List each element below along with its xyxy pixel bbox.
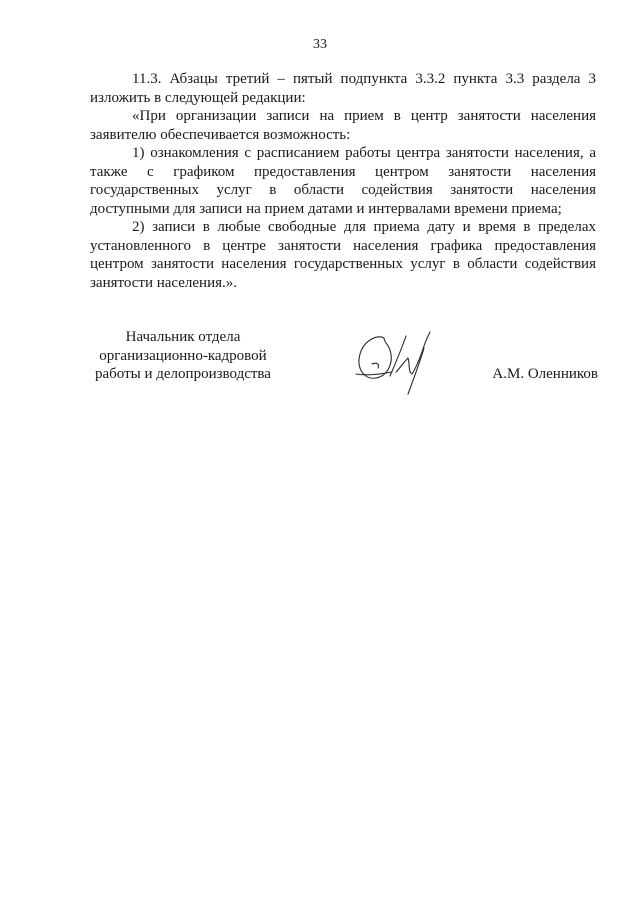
signer-position-line: организационно-кадровой xyxy=(99,347,267,364)
paragraph-quote-start: «При организации записи на прием в центр занятости населения заявителю обеспечивается возможность: xyxy=(90,108,596,143)
signer-position xyxy=(78,328,288,384)
paragraph-amendment-intro: 11.3. Абзацы третий – пятый подпункта 3.3.2 пункта 3.3 раздела 3 изложить в следующей редакции: xyxy=(90,71,596,106)
paragraph-item-2: 2) записи в любые свободные для приема дату и время в пределах установленного в центре занятости населения графика предоставления центром занятости населения государственных услуг в области содействия занятости населения.». xyxy=(90,219,596,291)
signer-position-line: работы и делопроизводства xyxy=(95,366,271,382)
document-body xyxy=(90,70,596,292)
page-number: 33 xyxy=(313,37,327,52)
signature-block xyxy=(78,328,598,408)
signer-position-line: Начальник отдела xyxy=(125,329,241,345)
paragraph-item-1: 1) ознакомления с расписанием работы центра занятости населения, а также с графиком предоставления центром занятости населения государственных услуг в области содействия занятости населения доступными для записи на прием датами и интервалами времени приема; xyxy=(90,145,596,217)
signer-name: А.М. Оленников xyxy=(492,366,598,382)
handwritten-signature-icon xyxy=(350,328,440,398)
